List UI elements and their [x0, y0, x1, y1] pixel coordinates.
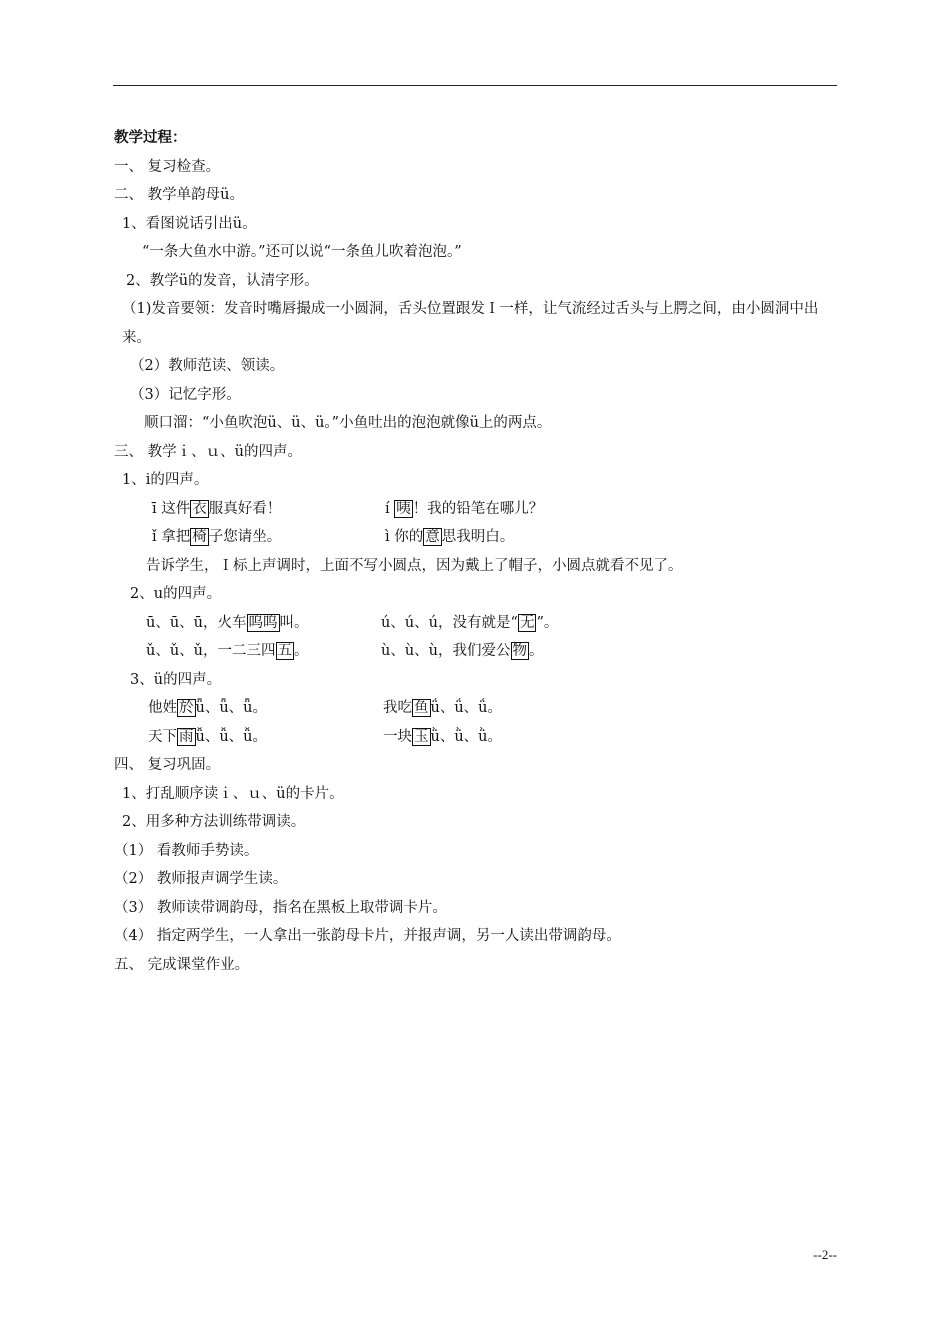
document-body	[114, 124, 838, 979]
item-2-1-text: “一条大鱼水中游。”还可以说“一条鱼儿吹着泡泡。”	[142, 244, 462, 260]
boxed-char: 椅	[192, 529, 207, 545]
item-2-2-rhyme: 顺口溜：“小鱼吹泡ü、ü、ü。”小鱼吐出的泡泡就像ü上的两点。	[144, 415, 552, 431]
item-4-2-4: （4） 指定两学生，一人拿出一张韵母卡片，并报声调，另一人读出带调韵母。	[114, 928, 621, 944]
item-4-2: 2、用多种方法训练带调读。	[122, 814, 306, 830]
section-4: 四、 复习巩固。	[114, 757, 221, 773]
item-3-3: 3、ü的四声。	[130, 671, 222, 688]
boxed-char: 五	[277, 643, 293, 659]
boxed-char: 咦	[396, 500, 411, 517]
item-3-2: 2、u的四声。	[130, 586, 222, 602]
page-number: --2--	[813, 1247, 837, 1262]
u-tone-row-1: ū、ū、ū，火车 呜呜 叫。 ú、ú、ú，没有就是“ 无 ”。	[146, 614, 559, 631]
item-2-1: 1、看图说话引出ü。	[122, 215, 257, 232]
boxed-char: 呜呜	[248, 614, 278, 631]
section-2: 二、 教学单韵母ü。	[114, 187, 244, 203]
section-3: 三、 教学ｉ、ｕ、ü的四声。	[114, 443, 302, 460]
boxed-char: 衣	[192, 500, 207, 517]
boxed-char: 物	[512, 643, 528, 659]
item-2-2-shape: （3）记忆字形。	[130, 386, 241, 403]
item-4-1: 1、打乱顺序读ｉ、ｕ、ü的卡片。	[122, 785, 344, 802]
boxed-char: 鱼	[414, 700, 429, 716]
header-rule	[113, 85, 837, 86]
section-5: 五、 完成课堂作业。	[114, 956, 250, 973]
boxed-char: 意	[425, 529, 440, 545]
item-2-2-pronunciation: （1)发音要领：发音时嘴唇撮成一小圆洞，舌头位置跟发Ｉ一样，让气流经过舌头与上腭之间，由小圆洞中出来。	[122, 301, 819, 346]
item-3-1: 1、i的四声。	[122, 472, 209, 488]
item-4-2-2: （2） 教师报声调学生读。	[114, 871, 288, 887]
boxed-char: 雨	[179, 728, 194, 745]
v-tone-row-2: 天下 雨 ǚ、ǚ、ǚ。 一块 玉 ǜ、ǜ、ǜ。	[148, 728, 503, 745]
i-tone-row-1: ī 这件 衣 服真好看！ í 咦 ！我的铅笔在哪儿？	[152, 500, 544, 517]
boxed-char: 无	[519, 614, 535, 631]
item-3-1-note: 告诉学生，Ｉ标上声调时，上面不写小圆点，因为戴上了帽子，小圆点就看不见了。	[146, 557, 683, 574]
item-2-2: 2、教学ü的发音，认清字形。	[126, 272, 319, 289]
section-1: 一、 复习检查。	[114, 158, 221, 175]
item-4-2-3: （3） 教师读带调韵母，指名在黑板上取带调卡片。	[114, 899, 447, 916]
item-4-2-1: （1） 看教师手势读。	[114, 842, 259, 859]
item-2-2-reading: （2）教师范读、领读。	[130, 358, 285, 374]
u-tone-row-2: ǔ、ǔ、ǔ，一二三四 五 。 ù、ù、ù，我们爱公 物 。	[146, 643, 544, 659]
boxed-char: 玉	[414, 728, 429, 745]
v-tone-row-1: 他姓 於 ǖ、ǖ、ǖ。 我吃 鱼 ǘ、ǘ、ǘ。	[148, 700, 503, 716]
i-tone-row-2: ǐ 拿把 椅 子您请坐。 ì 你的 意 思我明白。	[152, 529, 515, 545]
section-title: 教学过程：	[114, 129, 187, 146]
boxed-char: 於	[179, 700, 194, 716]
